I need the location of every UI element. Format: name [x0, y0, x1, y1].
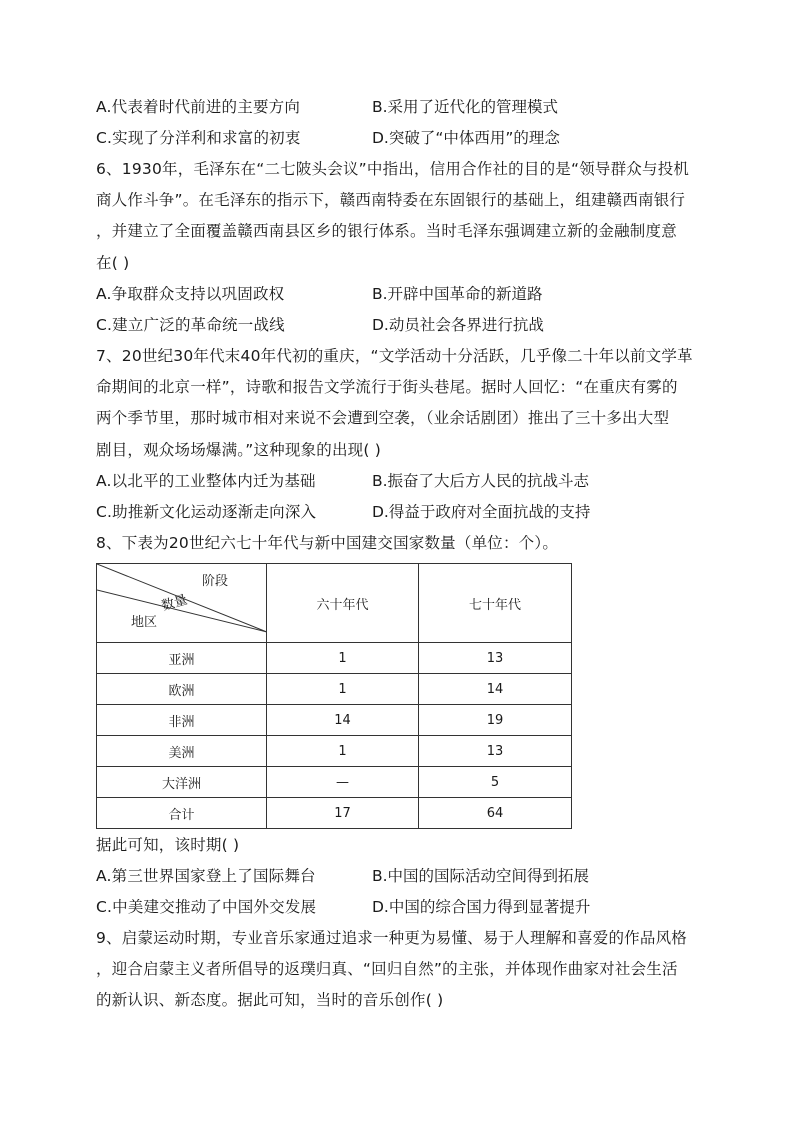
value-70s-cell: 13	[419, 736, 572, 767]
table-row	[97, 798, 572, 829]
value-70s-cell: 19	[419, 705, 572, 736]
q6-option-c[interactable]: C.建立广泛的革命统一战线	[96, 316, 285, 334]
q8-followup: 据此可知，该时期( )	[96, 836, 240, 854]
region-cell: 欧洲	[97, 674, 267, 705]
column-header-70s: 七十年代	[419, 564, 572, 643]
q9-stem-line-2: ，迎合启蒙主义者所倡导的返璞归真、“回归自然”的主张，并体现作曲家对社会生活	[96, 960, 678, 978]
column-header-60s: 六十年代	[267, 564, 419, 643]
table-row	[97, 674, 572, 705]
q7-option-b[interactable]: B.振奋了大后方人民的抗战斗志	[372, 472, 590, 490]
q6-stem-line-3: ，并建立了全面覆盖赣西南县区乡的银行体系。当时毛泽东强调建立新的金融制度意	[96, 222, 677, 240]
table-row	[97, 736, 572, 767]
header-stage-label: 阶段	[202, 574, 229, 589]
q7-stem-line-4: 剧目，观众场场爆满。”这种现象的出现( )	[96, 441, 382, 459]
value-60s-cell: 14	[267, 705, 419, 736]
table-row	[97, 705, 572, 736]
q7-stem-line-1: 7、20世纪30年代末40年代初的重庆，“文学活动十分活跃，几乎像二十年以前文学革	[96, 347, 693, 365]
value-60s-cell: —	[267, 767, 419, 798]
q8-option-d[interactable]: D.中国的综合国力得到显著提升	[372, 898, 591, 916]
q7-stem-line-3: 两个季节里，那时城市相对来说不会遭到空袭，（业余话剧团）推出了三十多出大型	[96, 409, 670, 427]
diagonal-header-cell	[97, 564, 267, 643]
region-cell: 大洋洲	[97, 767, 267, 798]
table-row	[97, 643, 572, 674]
value-70s-cell: 13	[419, 643, 572, 674]
value-60s-cell: 1	[267, 674, 419, 705]
q8-data-table	[96, 563, 572, 829]
q6-stem-line-1: 6、1930年，毛泽东在“二七陂头会议”中指出，信用合作社的目的是“领导群众与投机	[96, 160, 690, 178]
region-cell: 合计	[97, 798, 267, 829]
value-60s-cell: 1	[267, 643, 419, 674]
value-70s-cell: 14	[419, 674, 572, 705]
q6-stem-line-4: 在( )	[96, 254, 130, 272]
q5-option-b[interactable]: B.采用了近代化的管理模式	[372, 98, 559, 116]
header-region-label: 地区	[131, 615, 158, 630]
q8-stem: 8、下表为20世纪六七十年代与新中国建交国家数量（单位：个）。	[96, 534, 559, 552]
region-cell: 亚洲	[97, 643, 267, 674]
value-60s-cell: 1	[267, 736, 419, 767]
q6-option-d[interactable]: D.动员社会各界进行抗战	[372, 316, 544, 334]
region-cell: 美洲	[97, 736, 267, 767]
value-60s-cell: 17	[267, 798, 419, 829]
q9-stem-line-3: 的新认识、新态度。据此可知，当时的音乐创作( )	[96, 991, 444, 1009]
q7-option-a[interactable]: A.以北平的工业整体内迁为基础	[96, 472, 316, 490]
q6-option-b[interactable]: B.开辟中国革命的新道路	[372, 285, 543, 303]
q5-option-d[interactable]: D.突破了“中体西用”的理念	[372, 129, 560, 147]
q6-stem-line-2: 商人作斗争”。在毛泽东的指示下，赣西南特委在东固银行的基础上，组建赣西南银行	[96, 191, 686, 209]
region-cell: 非洲	[97, 705, 267, 736]
q8-option-c[interactable]: C.中美建交推动了中国外交发展	[96, 898, 317, 916]
q7-stem-line-2: 命期间的北京一样”，诗歌和报告文学流行于街头巷尾。据时人回忆：“在重庆有雾的	[96, 378, 678, 396]
q7-option-d[interactable]: D.得益于政府对全面抗战的支持	[372, 503, 591, 521]
q5-option-a[interactable]: A.代表着时代前进的主要方向	[96, 98, 301, 116]
header-count-label: 数量	[159, 592, 190, 615]
q7-option-c[interactable]: C.助推新文化运动逐渐走向深入	[96, 503, 317, 521]
q6-option-a[interactable]: A.争取群众支持以巩固政权	[96, 285, 285, 303]
q9-stem-line-1: 9、启蒙运动时期，专业音乐家通过追求一种更为易懂、易于人理解和喜爱的作品风格	[96, 929, 687, 947]
q8-option-b[interactable]: B.中国的国际活动空间得到拓展	[372, 867, 590, 885]
value-70s-cell: 64	[419, 798, 572, 829]
value-70s-cell: 5	[419, 767, 572, 798]
q5-option-c[interactable]: C.实现了分洋利和求富的初衷	[96, 129, 301, 147]
q8-option-a[interactable]: A.第三世界国家登上了国际舞台	[96, 867, 316, 885]
table-row	[97, 767, 572, 798]
